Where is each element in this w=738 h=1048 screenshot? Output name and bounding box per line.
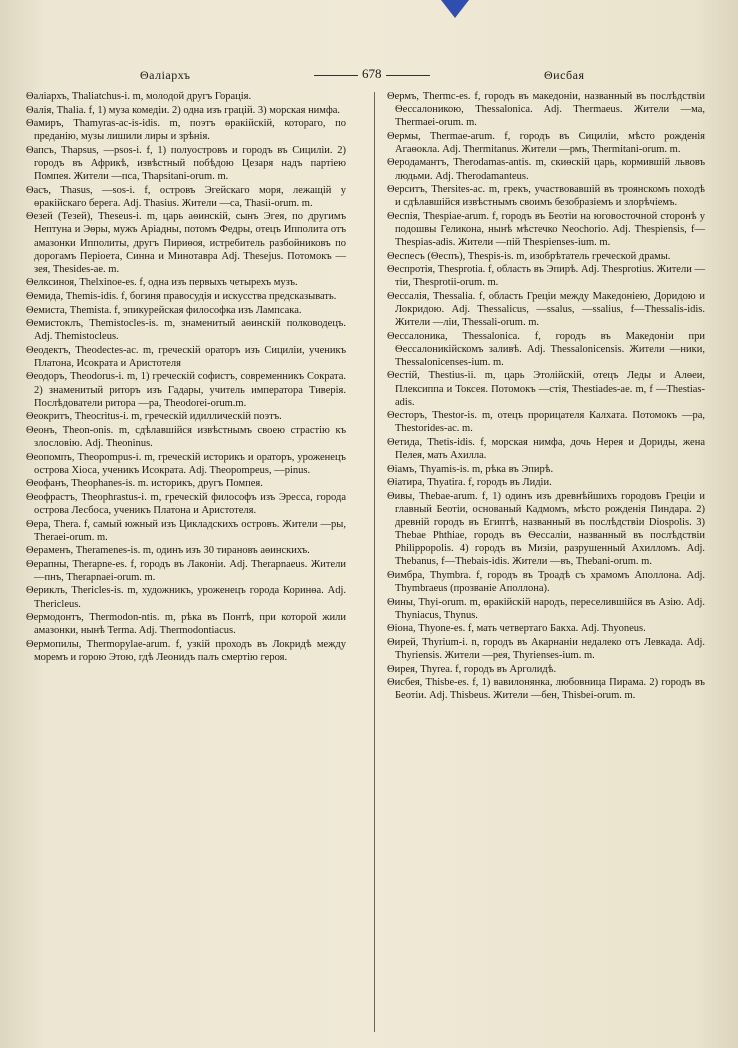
dictionary-entry: Θесторъ, Thestor-is. m, отецъ прорицателя Калхата. Потомокъ —ра, Thestorides-ac. m. <box>387 410 705 435</box>
dictionary-entry: Θеспесъ (Θеспъ), Thespis-is. m, изобрѣтатель греческой драмы. <box>387 250 671 262</box>
dictionary-entry: Θелксиноя, Thelxinoe-es. f, одна изъ первыхъ четырехъ музъ. <box>26 277 298 289</box>
dictionary-entry: Θессалія, Thessalia. f, область Греціи между Македоніею, Доридою и Локридою. Adj. Thessalicus, —ssalus, —ssalius, f—Thessalis-idis. Жители —ліи, Thessali-orum. m. <box>387 290 705 329</box>
dictionary-entry: Θемиста, Themista. f, эпикурейская философка изъ Лампсака. <box>26 304 302 316</box>
page-header <box>0 66 738 86</box>
dictionary-entry: Θермопилы, Thermopylae-arum. f, узкій проходъ въ Локридѣ между моремъ и горою Этою, гдѣ Леонидъ палъ смертію героя. <box>26 638 346 663</box>
dictionary-entry: Θериклъ, Thericles-is. m, художникъ, уроженецъ города Коринѳа. Adj. Thericleus. <box>26 585 346 610</box>
running-head-right: Θисбая <box>544 68 585 82</box>
left-column <box>26 90 346 665</box>
running-head-left: Θаліархъ <box>140 68 191 82</box>
dictionary-entry: Θины, Thyi-orum. m, ѳракійскій народъ, переселившійся въ Азію. Adj. Thyniacus, Thynus. <box>387 596 705 621</box>
dictionary-entry: Θермы, Thermae-arum. f, городъ въ Сициліи, мѣсто рожденія Агаѳокла. Adj. Thermitanus. Жители —рмъ, Thermitani-orum. m. <box>387 130 705 155</box>
dictionary-entry: Θеофанъ, Theophanes-is. m. историкъ, другъ Помпея. <box>26 478 263 490</box>
dictionary-entry: Θамиръ, Thamyras-ac-is-idis. m, поэтъ ѳракійскій, котораго, по преданію, музы лишили лиры и зрѣнія. <box>26 118 346 143</box>
dictionary-entry: Θермъ, Thermc-es. f, городъ въ македоніи, названный въ послѣдствіи Ѳессалоникою, Thessalonica. Adj. Thermaeus. Жители —ма, Thermaei-orum. m. <box>387 91 705 129</box>
dictionary-entry: Θеокритъ, Theocritus-i. m, греческій идиллическій поэтъ. <box>26 411 282 423</box>
right-column <box>387 90 705 703</box>
dictionary-entry: Θемистоклъ, Themistocles-is. m, знаменитый аѳинскій полководецъ. Adj. Themistocleus. <box>26 318 346 343</box>
dictionary-entry: Θирей, Thyrium-i. n, городъ въ Акарнаніи недалеко отъ Левкада. Adj. Thyriensis. Жители —рея, Thyrienses-ium. m. <box>387 636 705 661</box>
column-divider <box>374 92 375 1032</box>
dictionary-entry: Θеодоръ, Theodorus-i. m, 1) греческій софистъ, современникъ Сократа. 2) знаменитый риторъ изъ Гадары, учитель императора Тиверія. Послѣдователи ритора —ра, Theodorei-orum.m. <box>26 371 346 409</box>
dictionary-entry: Θирея, Thyrea. f, городъ въ Арголидѣ. <box>387 663 557 675</box>
dictionary-entry: Θерапны, Therapne-es. f, городъ въ Лаконіи. Adj. Therapnaeus. Жители —пнъ, Therapnaei-orum. m. <box>26 558 346 583</box>
dictionary-entry: Θетида, Thetis-idis. f, морская нимфа, дочь Нерея и Дориды, жена Пелея, мать Ахилла. <box>387 436 705 462</box>
dictionary-entry: Θерситъ, Thersites-ac. m, грекъ, участвовавшій въ троянскомъ походѣ и сдѣлавшійся извѣстнымъ своимъ безобразіемъ и злорѣчіемъ. <box>387 184 705 209</box>
dictionary-entry: Θемида, Themis-idis. f, богиня правосудія и искусства предсказывать. <box>26 290 337 302</box>
dictionary-entry: Θасъ, Thasus, —sos-i. f, островъ Эгейскаго моря, лежащій у ѳракійскаго берега. Adj. Thasius. Жители —са, Thasii-orum. m. <box>26 184 346 209</box>
dictionary-entry: Θимбра, Thymbra. f, городъ въ Троадѣ съ храмомъ Аполлона. Adj. Thymbraeus (прозваніе Аполлона). <box>387 569 705 594</box>
dictionary-entry: Θалія, Thalia. f, 1) муза комедіи. 2) одна изъ грацій. 3) морская нимфа. <box>26 104 341 116</box>
dictionary-entry: Θеспія, Thespiae-arum. f, городъ въ Беотіи на юговосточной сторонѣ у подошвы Геликона, нынѣ мѣстечко Neochorio. Adj. Thespiensis, f—Thespias-adis. Жители —пій Thespienses-ium. m. <box>387 210 705 249</box>
dictionary-entry: Θераменъ, Theramenes-is. m, одинъ изъ 30 тирановъ аѳинскихъ. <box>26 545 310 557</box>
page-number-block <box>310 66 434 82</box>
dictionary-entry: Θеофрастъ, Theophrastus-i. m, греческій философъ изъ Эресса, города острова Лесбоса, ученикъ Платона и Аристотеля. <box>26 491 346 516</box>
dictionary-entry: Θеодектъ, Theodectes-ac. m, греческій ораторъ изъ Сициліи, ученикъ Платона, Исократа и Аристотеля <box>26 344 346 369</box>
dictionary-entry: Θапсъ, Thapsus, —psos-i. f, 1) полуостровъ и городъ въ Сициліи. 2) городъ въ Африкѣ, извѣстный побѣдою Цезаря надъ партіею Помпея. Жители —пса, Thapsitani-orum. m. <box>26 144 346 183</box>
dictionary-entry: Θаліархъ, Thaliatchus-i. m, молодой другъ Горація. <box>26 91 252 102</box>
dictionary-entry: Θессалоника, Thessalonica. f, городъ въ Македоніи при Ѳессалоникійскомъ заливѣ. Adj. Thessalonicensis. Жители —ники, Thessalonicenses-ium. m. <box>387 330 705 368</box>
dictionary-entry: Θеонъ, Theon-onis. m, сдѣлавшійся извѣстнымъ своею страстію къ злословію. Adj. Theoninus. <box>26 424 346 449</box>
page-number: 678 <box>362 66 382 81</box>
bookmark-marker-icon <box>441 0 469 18</box>
dictionary-entry: Θіамъ, Thyamis-is. m, рѣка въ Эпирѣ. <box>387 463 554 475</box>
dictionary-entry: Θеродамантъ, Therodamas-antis. m, скиѳскій царь, кормившій львовъ людьми. Adj. Therodamanteus. <box>387 157 705 182</box>
dictionary-entry: Θера, Thera. f, самый южный изъ Цикладскихъ островъ. Жители —ры, Theraei-orum. m. <box>26 518 346 543</box>
dictionary-entry: Θивы, Thebae-arum. f, 1) одинъ изъ древнѣйшихъ городовъ Греціи и главный Беотіи, основаный Кадмомъ, мѣсто рожденія Пиндара. 2) древній городъ въ Египтѣ, названный въ послѣдствіи Diospolis. 3) Thebae Phthiae, городъ въ Ѳессаліи, названный въ послѣдствіи Philippopolis. 4) городъ въ Мизіи, разрушенный Ахилломъ. Adj. Thebanus, f—Thebais-idis. Жители —въ, Thebani-orum. m. <box>387 490 705 568</box>
dictionary-entry: Θеопомпъ, Theopompus-i. m, греческій историкъ и ораторъ, уроженецъ острова Хіоса, ученикъ Исократа. Adj. Theopompeus, —pinus. <box>26 451 346 476</box>
dictionary-entry: Θермодонтъ, Thermodon-ntis. m, рѣка въ Понтѣ, при которой жили амазонки, нынѣ Terma. Adj. Thermodontiacus. <box>26 612 346 637</box>
dictionary-entry: Θіатира, Thyatira. f, городъ въ Лидіи. <box>387 477 552 489</box>
dictionary-entry: Θіона, Thyone-es. f, мать четвертаго Бакха. Adj. Thyoneus. <box>387 623 646 635</box>
dictionary-entry: Θестій, Thestius-ii. m, царь Этолійскій, отецъ Леды и Алѳеи, Плексиппа и Токсея. Потомокъ —стія, Thestiades-ae. m, f —Thestias-adis. <box>387 370 705 408</box>
dictionary-entry: Θезей (Тезей), Theseus-i. m, царь аѳинскій, сынъ Эгея, по другимъ Нептуна и Эѳры, мужъ Аріадны, потомъ Федры, отецъ Ипполита отъ амазонки Ипполиты, другъ Пириѳоя, истребитель разбойниковъ по дорогамъ Періоета, Синна и Минотавра Adj. Thesejus. Потомокъ —зея, Thesides-ae. m. <box>26 211 346 275</box>
dash-left <box>314 75 358 76</box>
dictionary-entry: Θисбея, Thisbe-es. f, 1) вавилонянка, любовница Пирама. 2) городъ въ Беотіи. Adj. Thisbeus. Жители —бен, Thisbei-orum. m. <box>387 677 705 702</box>
dash-right <box>386 75 430 76</box>
dictionary-entry: Θеспротія, Thesprotia. f, область въ Эпирѣ. Adj. Thesprotius. Жители —тіи, Thesprotii-orum. m. <box>387 264 705 289</box>
